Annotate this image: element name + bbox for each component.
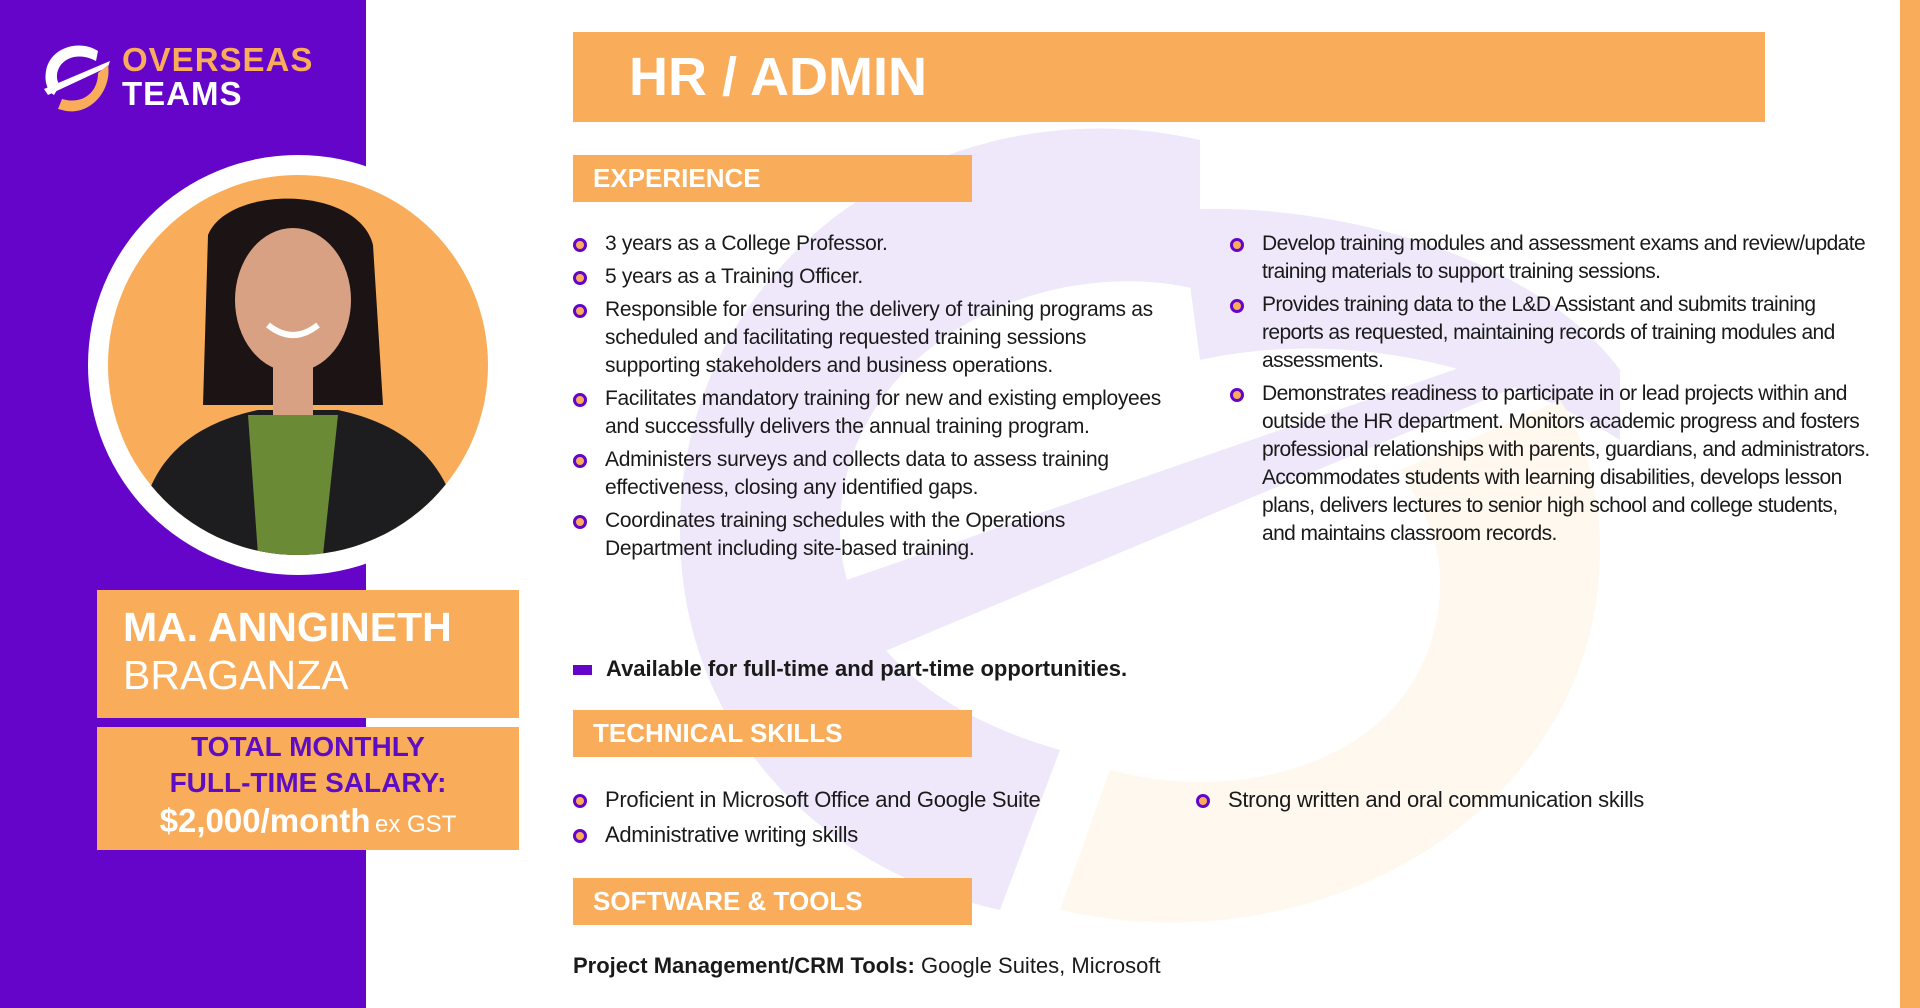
candidate-name	[97, 590, 519, 718]
bullet-icon	[573, 393, 587, 407]
skills-list-left	[573, 786, 1041, 856]
list-item	[1196, 786, 1644, 814]
bullet-icon	[573, 829, 587, 843]
software-label: Project Management/CRM Tools:	[573, 953, 915, 978]
list-item-text: Provides training data to the L&D Assistant and submits training reports as requested, maintaining records of training modules and assessments.	[1262, 293, 1835, 372]
technical-skills-heading: TECHNICAL SKILLS	[573, 710, 972, 757]
candidate-last-name: BRAGANZA	[123, 652, 349, 698]
list-item-text: 3 years as a College Professor.	[605, 232, 888, 255]
list-item-text: Demonstrates readiness to participate in or lead projects within and outside the HR department. Monitors academic progress and fosters professional relationships with parents, guardians, and administrators. Accommodates students with learning disabilities, develops lesson plans, delivers lectures to senior high school and college students, and maintains classroom records.	[1262, 382, 1870, 545]
logo-text-overseas: OVERSEAS	[122, 41, 314, 78]
list-item	[573, 507, 1173, 563]
skills-list-right	[1196, 786, 1644, 821]
list-item-text: Coordinates training schedules with the Operations Department including site-based training.	[605, 509, 1066, 560]
list-item	[1230, 380, 1870, 548]
bullet-icon	[573, 238, 587, 252]
role-title-bar	[573, 32, 1765, 122]
list-item	[573, 263, 1173, 291]
bullet-icon	[573, 454, 587, 468]
availability-text: Available for full-time and part-time opportunities.	[606, 656, 1128, 681]
bullet-icon	[1196, 794, 1210, 808]
list-item-text: Administrative writing skills	[605, 822, 858, 847]
dash-icon	[573, 665, 592, 675]
list-item-text: Facilitates mandatory training for new and existing employees and successfully delivers the annual training program.	[605, 387, 1161, 438]
list-item	[573, 821, 1041, 849]
list-item	[573, 786, 1041, 814]
list-item-text: Proficient in Microsoft Office and Google Suite	[605, 787, 1041, 812]
overseas-teams-logo	[40, 37, 330, 117]
list-item	[573, 446, 1173, 502]
experience-list-left	[573, 230, 1173, 568]
bullet-icon	[573, 794, 587, 808]
candidate-photo	[88, 155, 508, 575]
candidate-first-name: MA. ANNGINETH	[123, 604, 452, 650]
list-item-text: 5 years as a Training Officer.	[605, 265, 863, 288]
logo-text-teams: TEAMS	[122, 75, 243, 112]
software-tools-line	[573, 951, 1161, 981]
role-title: HR / ADMIN	[629, 47, 927, 107]
bullet-icon	[1230, 299, 1244, 313]
list-item	[1230, 291, 1870, 375]
list-item	[1230, 230, 1870, 286]
bullet-icon	[1230, 238, 1244, 252]
experience-heading: EXPERIENCE	[573, 155, 972, 202]
availability-note	[573, 654, 1127, 684]
list-item-text: Responsible for ensuring the delivery of training programs as scheduled and facilitating requested training sessions supporting stakeholders and business operations.	[605, 298, 1153, 377]
salary-label-1: TOTAL MONTHLY	[191, 731, 425, 762]
list-item-text: Develop training modules and assessment exams and review/update training materials to support training sessions.	[1262, 232, 1866, 283]
logo-mark-icon	[40, 39, 114, 115]
person-avatar-icon	[108, 175, 488, 555]
software-tools-heading: SOFTWARE & TOOLS	[573, 878, 972, 925]
salary-label-2: FULL-TIME SALARY:	[169, 767, 447, 798]
software-value: Google Suites, Microsoft	[914, 953, 1161, 978]
experience-list-right	[1230, 230, 1870, 553]
list-item-text: Administers surveys and collects data to assess training effectiveness, closing any identified gaps.	[605, 448, 1109, 499]
bullet-icon	[573, 271, 587, 285]
bullet-icon	[573, 515, 587, 529]
accent-strip	[1900, 0, 1920, 1008]
bullet-icon	[573, 304, 587, 318]
bullet-icon	[1230, 388, 1244, 402]
salary-box	[97, 727, 519, 850]
list-item	[573, 296, 1173, 380]
list-item	[573, 230, 1173, 258]
list-item	[573, 385, 1173, 441]
salary-suffix: ex GST	[375, 811, 457, 838]
salary-amount: $2,000/month	[159, 802, 371, 839]
list-item-text: Strong written and oral communication skills	[1228, 787, 1644, 812]
